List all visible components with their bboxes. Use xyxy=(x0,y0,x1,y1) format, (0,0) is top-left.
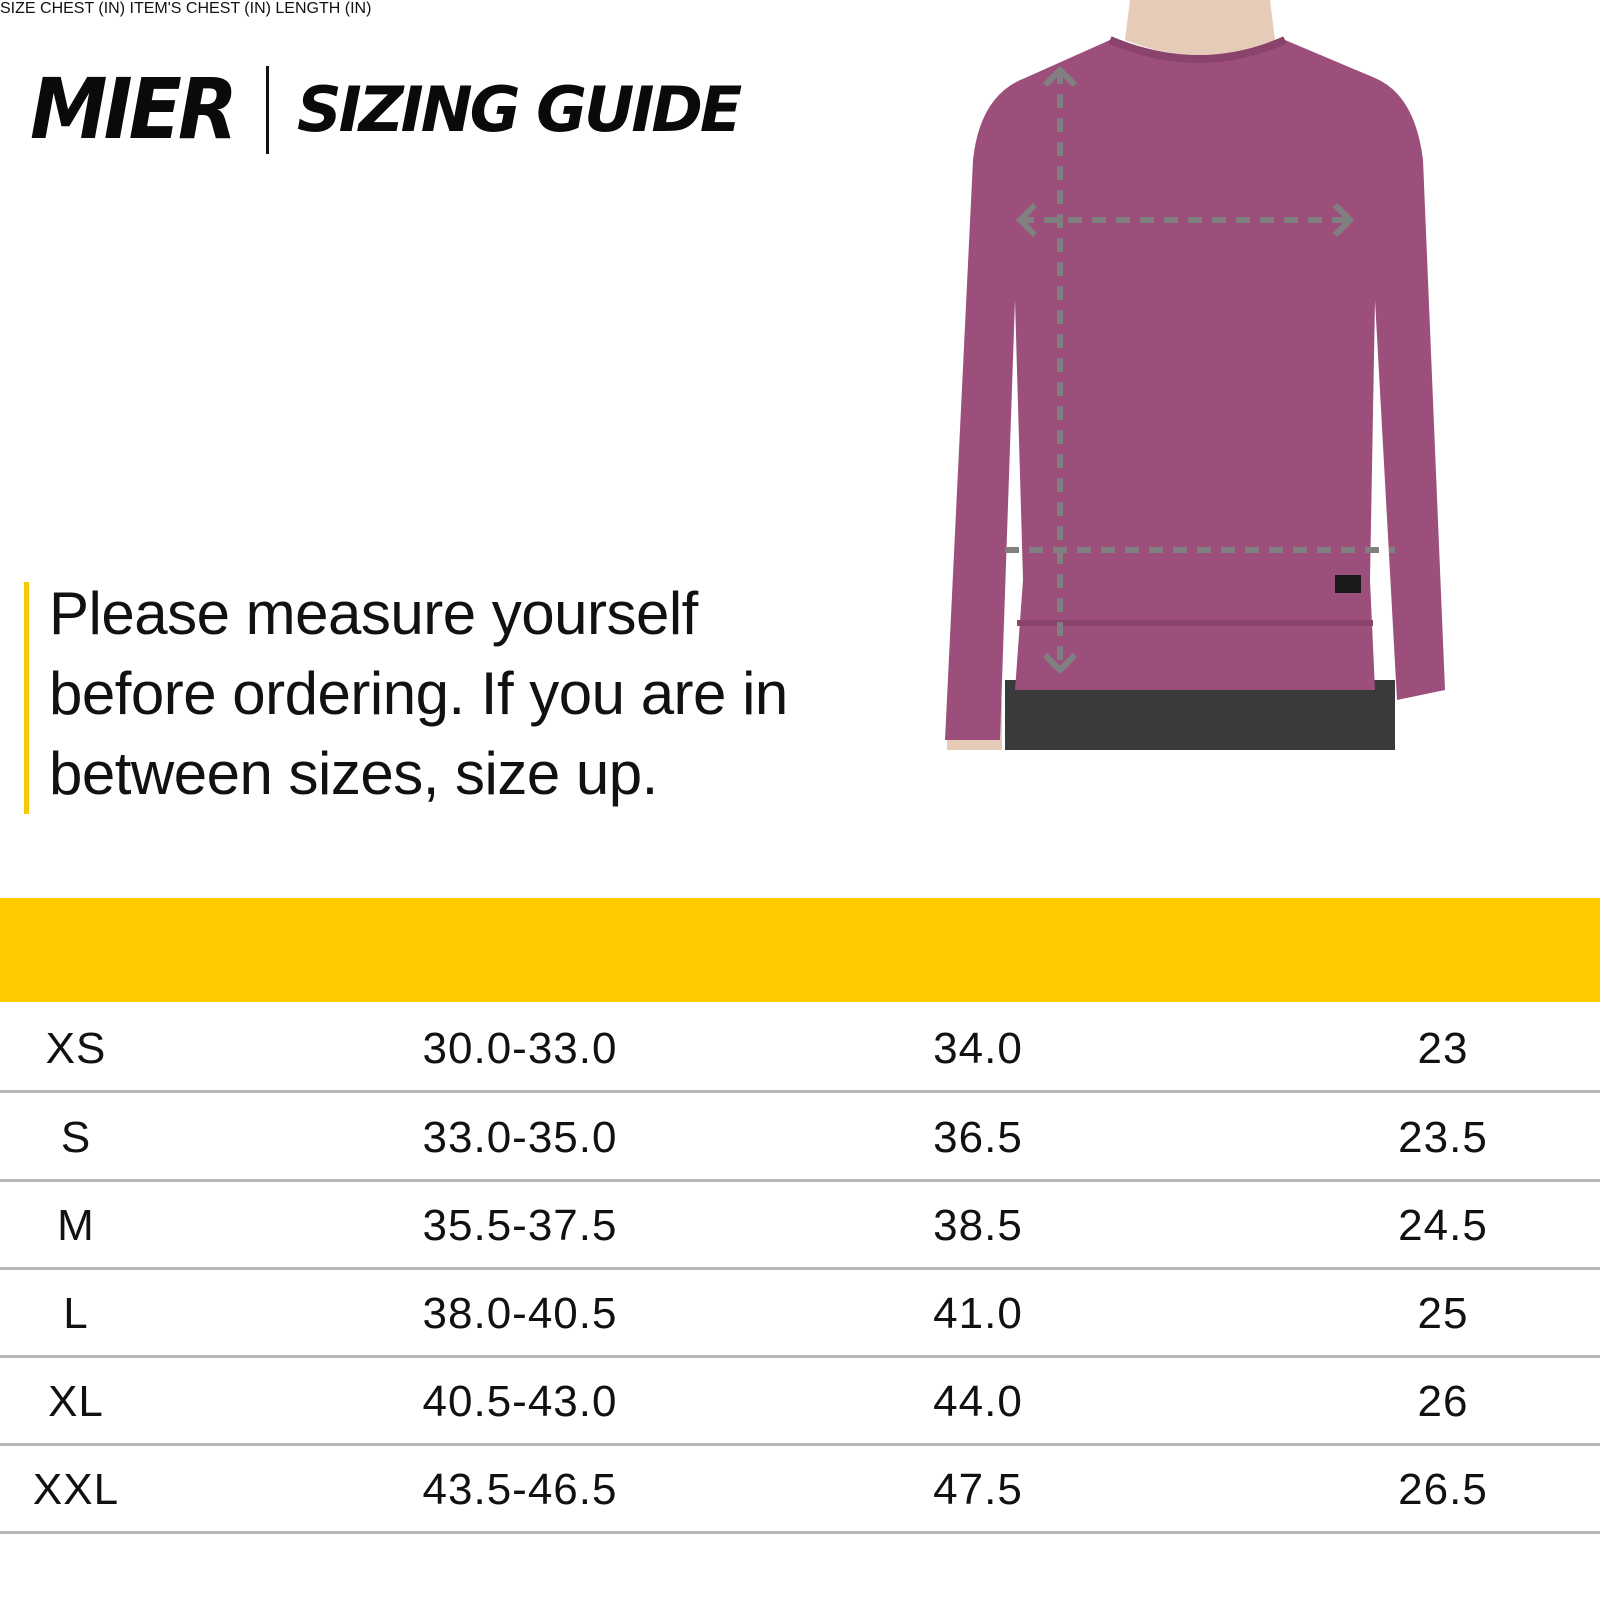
table-row xyxy=(0,1179,1600,1270)
table-row xyxy=(0,1002,1600,1093)
header-item-chest: ITEM'S CHEST (IN) xyxy=(129,0,271,17)
cell-chest: 40.5-43.0 xyxy=(422,1377,618,1426)
cell-item-chest: 47.5 xyxy=(933,1465,1023,1514)
cell-size: S xyxy=(60,1113,92,1162)
table-row xyxy=(0,1267,1600,1358)
header-size: SIZE xyxy=(0,0,36,17)
cell-length: 23.5 xyxy=(1398,1113,1488,1162)
cell-chest: 38.0-40.5 xyxy=(422,1289,618,1338)
cell-chest: 30.0-33.0 xyxy=(422,1024,618,1073)
cell-size: L xyxy=(63,1289,89,1338)
cell-length: 26.5 xyxy=(1398,1465,1488,1514)
cell-length: 24.5 xyxy=(1398,1201,1488,1250)
cell-size: M xyxy=(57,1201,95,1250)
cell-chest: 33.0-35.0 xyxy=(422,1113,618,1162)
table-row xyxy=(0,1091,1600,1182)
cell-item-chest: 41.0 xyxy=(933,1289,1023,1338)
cell-size: XXL xyxy=(32,1465,120,1514)
cell-item-chest: 36.5 xyxy=(933,1113,1023,1162)
cell-chest: 35.5-37.5 xyxy=(422,1201,618,1250)
measure-note-text: Please measure yourself before ordering. If you are in between sizes, size up. xyxy=(49,580,788,807)
table-row xyxy=(0,1355,1600,1446)
cell-size: XS xyxy=(45,1024,107,1073)
cell-size: XL xyxy=(48,1377,104,1426)
cell-length: 26 xyxy=(1417,1377,1469,1426)
size-table-header xyxy=(0,898,1600,1002)
header-length: LENGTH (IN) xyxy=(275,0,372,17)
brand-logo: MIER xyxy=(30,61,234,159)
cell-item-chest: 44.0 xyxy=(933,1377,1023,1426)
page-title: SIZING GUIDE xyxy=(296,73,740,146)
header-chest: CHEST (IN) xyxy=(40,0,126,17)
cell-item-chest: 34.0 xyxy=(933,1024,1023,1073)
cell-length: 25 xyxy=(1417,1289,1469,1338)
cell-length: 23 xyxy=(1417,1024,1469,1073)
cell-chest: 43.5-46.5 xyxy=(422,1465,618,1514)
table-row xyxy=(0,1443,1600,1534)
cell-item-chest: 38.5 xyxy=(933,1201,1023,1250)
